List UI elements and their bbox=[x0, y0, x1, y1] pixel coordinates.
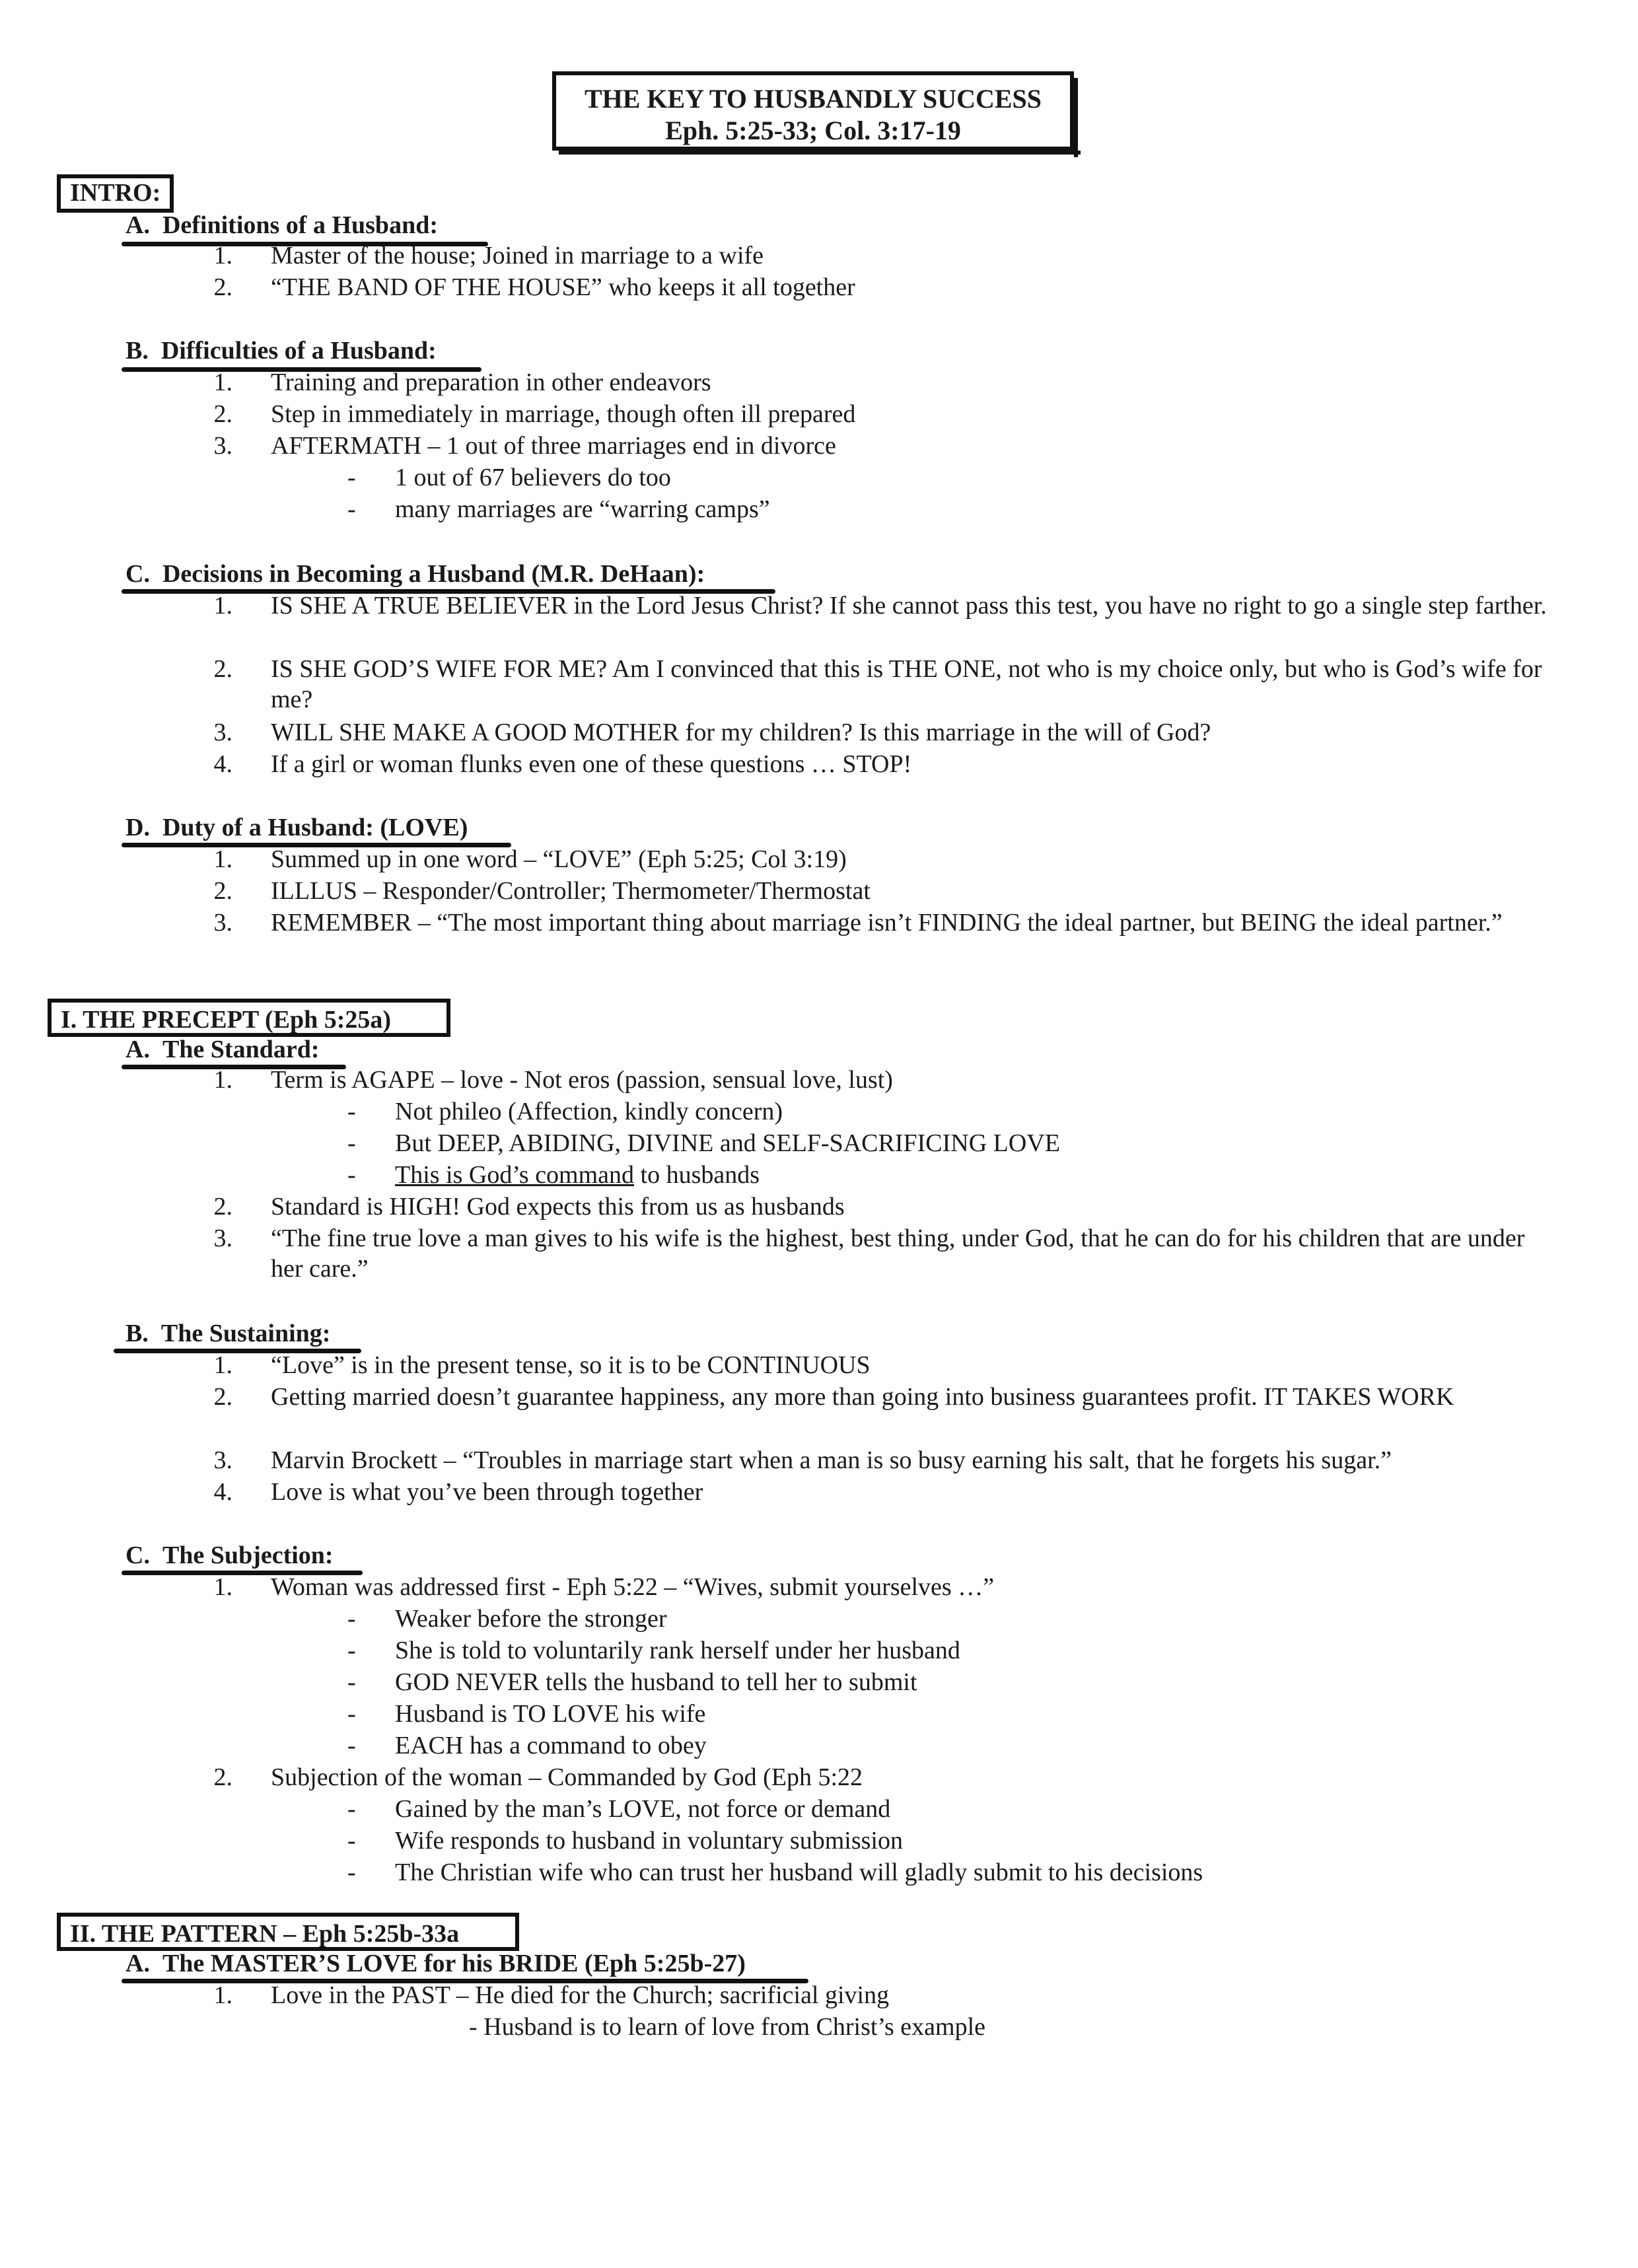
pattern-label-box bbox=[57, 1913, 519, 1951]
section-letter: C. bbox=[125, 1542, 150, 1569]
heading-text: Decisions in Becoming a Husband (M.R. DeHaan): bbox=[162, 560, 705, 588]
dash-bullet: - bbox=[347, 1098, 356, 1125]
item-text: GOD NEVER tells the husband to tell her to submit bbox=[395, 1668, 917, 1696]
title-main: THE KEY TO HUSBANDLY SUCCESS bbox=[584, 84, 1042, 114]
precept-b-heading bbox=[125, 1318, 330, 1349]
dash-bullet: - bbox=[347, 464, 356, 491]
item-text: She is told to voluntarily rank herself under her husband bbox=[395, 1637, 960, 1664]
item-number: 3. bbox=[213, 719, 232, 746]
intro-c-heading bbox=[125, 559, 705, 589]
item-number: 2. bbox=[213, 1763, 232, 1791]
item-text bbox=[395, 1160, 760, 1190]
section-letter: A. bbox=[125, 1036, 150, 1063]
dash-bullet: - bbox=[347, 1732, 356, 1759]
item-text: Woman was addressed first - Eph 5:22 – “Wives, submit yourselves …” bbox=[271, 1573, 995, 1601]
item-text: The Christian wife who can trust her husband will gladly submit to his decisions bbox=[395, 1859, 1203, 1886]
list-item bbox=[0, 907, 1559, 971]
section-letter: B. bbox=[125, 337, 149, 365]
dash-bullet: - bbox=[347, 1161, 356, 1189]
item-text: EACH has a command to obey bbox=[395, 1732, 707, 1759]
dash-bullet: - bbox=[347, 495, 356, 523]
dash-bullet: - bbox=[347, 1700, 356, 1728]
section-letter: A. bbox=[125, 211, 150, 239]
item-text: “The fine true love a man gives to his wife is the highest, best thing, under God, that he can do for his children that are under her care.” bbox=[271, 1224, 1525, 1283]
item-number: 1. bbox=[213, 1066, 232, 1094]
item-text: Master of the house; Joined in marriage to a wife bbox=[271, 242, 764, 269]
intro-a-heading bbox=[125, 210, 438, 240]
item-number: 4. bbox=[213, 750, 232, 778]
item-number: 3. bbox=[213, 1446, 232, 1474]
list-item bbox=[0, 654, 1559, 717]
heading-text: Duty of a Husband: (LOVE) bbox=[162, 814, 468, 841]
precept-c-heading bbox=[125, 1540, 334, 1571]
item-text: Training and preparation in other endeavors bbox=[271, 369, 711, 396]
item-number: 2. bbox=[213, 400, 232, 428]
intro-d-heading bbox=[125, 812, 468, 843]
item-number: 3. bbox=[213, 909, 232, 937]
item-text: Husband is TO LOVE his wife bbox=[395, 1700, 706, 1728]
item-number: 2. bbox=[213, 877, 232, 905]
intro-label: INTRO: bbox=[70, 179, 161, 207]
dash-bullet: - bbox=[347, 1668, 356, 1696]
item-text: Not phileo (Affection, kindly concern) bbox=[395, 1098, 783, 1125]
item-text: Step in immediately in marriage, though often ill prepared bbox=[271, 400, 856, 428]
item-text: AFTERMATH – 1 out of three marriages end in divorce bbox=[271, 432, 836, 460]
item-number: 1. bbox=[213, 1981, 232, 2009]
item-text: WILL SHE MAKE A GOOD MOTHER for my children? Is this marriage in the will of God? bbox=[271, 719, 1211, 746]
dash-bullet: - bbox=[347, 1795, 356, 1823]
item-text: REMEMBER – “The most important thing about marriage isn’t FINDING the ideal partner, but BEING the ideal partner.” bbox=[271, 909, 1503, 937]
item-text: Love in the PAST – He died for the Church; sacrificial giving bbox=[271, 1981, 890, 2009]
heading-text: Definitions of a Husband: bbox=[162, 211, 438, 239]
title-box bbox=[552, 71, 1074, 151]
intro-b-heading bbox=[125, 336, 437, 366]
pattern-label: II. THE PATTERN – Eph 5:25b-33a bbox=[70, 1920, 460, 1948]
item-text: Marvin Brockett – “Troubles in marriage start when a man is so busy earning his salt, that he forgets his sugar.” bbox=[271, 1446, 1392, 1474]
item-number: 2. bbox=[213, 273, 232, 301]
precept-a-heading bbox=[125, 1034, 320, 1065]
heading-text: The Subjection: bbox=[162, 1542, 334, 1569]
item-number: 1. bbox=[213, 242, 232, 269]
item-text: If a girl or woman flunks even one of these questions … STOP! bbox=[271, 750, 912, 778]
item-text: Love is what you’ve been through together bbox=[271, 1478, 703, 1506]
list-item bbox=[0, 590, 1559, 654]
dash-bullet: - bbox=[347, 1605, 356, 1633]
dash-bullet: - bbox=[347, 1129, 356, 1157]
item-text: But DEEP, ABIDING, DIVINE and SELF-SACRIFICING LOVE bbox=[395, 1129, 1060, 1157]
item-text: Term is AGAPE – love - Not eros (passion, sensual love, lust) bbox=[271, 1066, 893, 1094]
item-number: 4. bbox=[213, 1478, 232, 1506]
heading-text: Difficulties of a Husband: bbox=[160, 337, 437, 365]
item-number: 1. bbox=[213, 1573, 232, 1601]
dash-bullet: - bbox=[347, 1637, 356, 1664]
item-number: 2. bbox=[213, 1193, 232, 1221]
pattern-a-heading bbox=[125, 1948, 746, 1979]
item-number: 3. bbox=[213, 432, 232, 460]
precept-label: I. THE PRECEPT (Eph 5:25a) bbox=[61, 1006, 392, 1034]
item-text: many marriages are “warring camps” bbox=[395, 495, 770, 523]
item-text: Standard is HIGH! God expects this from us as husbands bbox=[271, 1193, 845, 1221]
heading-text: The MASTER’S LOVE for his BRIDE (Eph 5:25b-27) bbox=[162, 1950, 746, 1977]
title-reference: Eph. 5:25-33; Col. 3:17-19 bbox=[665, 116, 961, 145]
item-text: Summed up in one word – “LOVE” (Eph 5:25; Col 3:19) bbox=[271, 845, 847, 873]
item-text: - Husband is to learn of love from Christ’s example bbox=[469, 2013, 986, 2041]
dash-bullet: - bbox=[347, 1859, 356, 1886]
section-letter: C. bbox=[125, 560, 150, 588]
list-item bbox=[0, 1382, 1559, 1445]
heading-text: The Sustaining: bbox=[160, 1320, 331, 1347]
item-text: “Love” is in the present tense, so it is to be CONTINUOUS bbox=[271, 1351, 871, 1379]
item-text: Getting married doesn’t guarantee happiness, any more than going into business guarantees profit. IT TAKES WORK bbox=[271, 1383, 1454, 1411]
item-number: 2. bbox=[213, 1383, 232, 1411]
item-number: 3. bbox=[213, 1224, 232, 1252]
item-text: IS SHE A TRUE BELIEVER in the Lord Jesus Christ? If she cannot pass this test, you have no right to go a single step farther. bbox=[271, 592, 1547, 620]
intro-label-box bbox=[57, 174, 174, 213]
item-text: ILLLUS – Responder/Controller; Thermometer/Thermostat bbox=[271, 877, 871, 905]
dash-bullet: - bbox=[347, 1827, 356, 1855]
underlined-text: This is God’s command bbox=[395, 1161, 635, 1189]
section-letter: D. bbox=[125, 814, 150, 841]
item-number: 1. bbox=[213, 592, 232, 620]
section-letter: A. bbox=[125, 1950, 150, 1977]
item-text: Gained by the man’s LOVE, not force or demand bbox=[395, 1795, 891, 1823]
item-text: Weaker before the stronger bbox=[395, 1605, 667, 1633]
item-text: IS SHE GOD’S WIFE FOR ME? Am I convinced that this is THE ONE, not who is my choice only, but who is God’s wife for me? bbox=[271, 655, 1542, 713]
list-item bbox=[0, 1223, 1559, 1287]
item-text: Subjection of the woman – Commanded by God (Eph 5:22 bbox=[271, 1763, 863, 1791]
item-text: “THE BAND OF THE HOUSE” who keeps it all together bbox=[271, 273, 855, 301]
section-letter: B. bbox=[125, 1320, 149, 1347]
item-number: 2. bbox=[213, 655, 232, 683]
item-text: Wife responds to husband in voluntary submission bbox=[395, 1827, 903, 1855]
item-number: 1. bbox=[213, 369, 232, 396]
item-text: 1 out of 67 believers do too bbox=[395, 464, 671, 491]
item-text-rest: to husbands bbox=[634, 1161, 760, 1189]
precept-label-box bbox=[48, 999, 450, 1037]
item-number: 1. bbox=[213, 845, 232, 873]
heading-text: The Standard: bbox=[162, 1036, 320, 1063]
item-number: 1. bbox=[213, 1351, 232, 1379]
